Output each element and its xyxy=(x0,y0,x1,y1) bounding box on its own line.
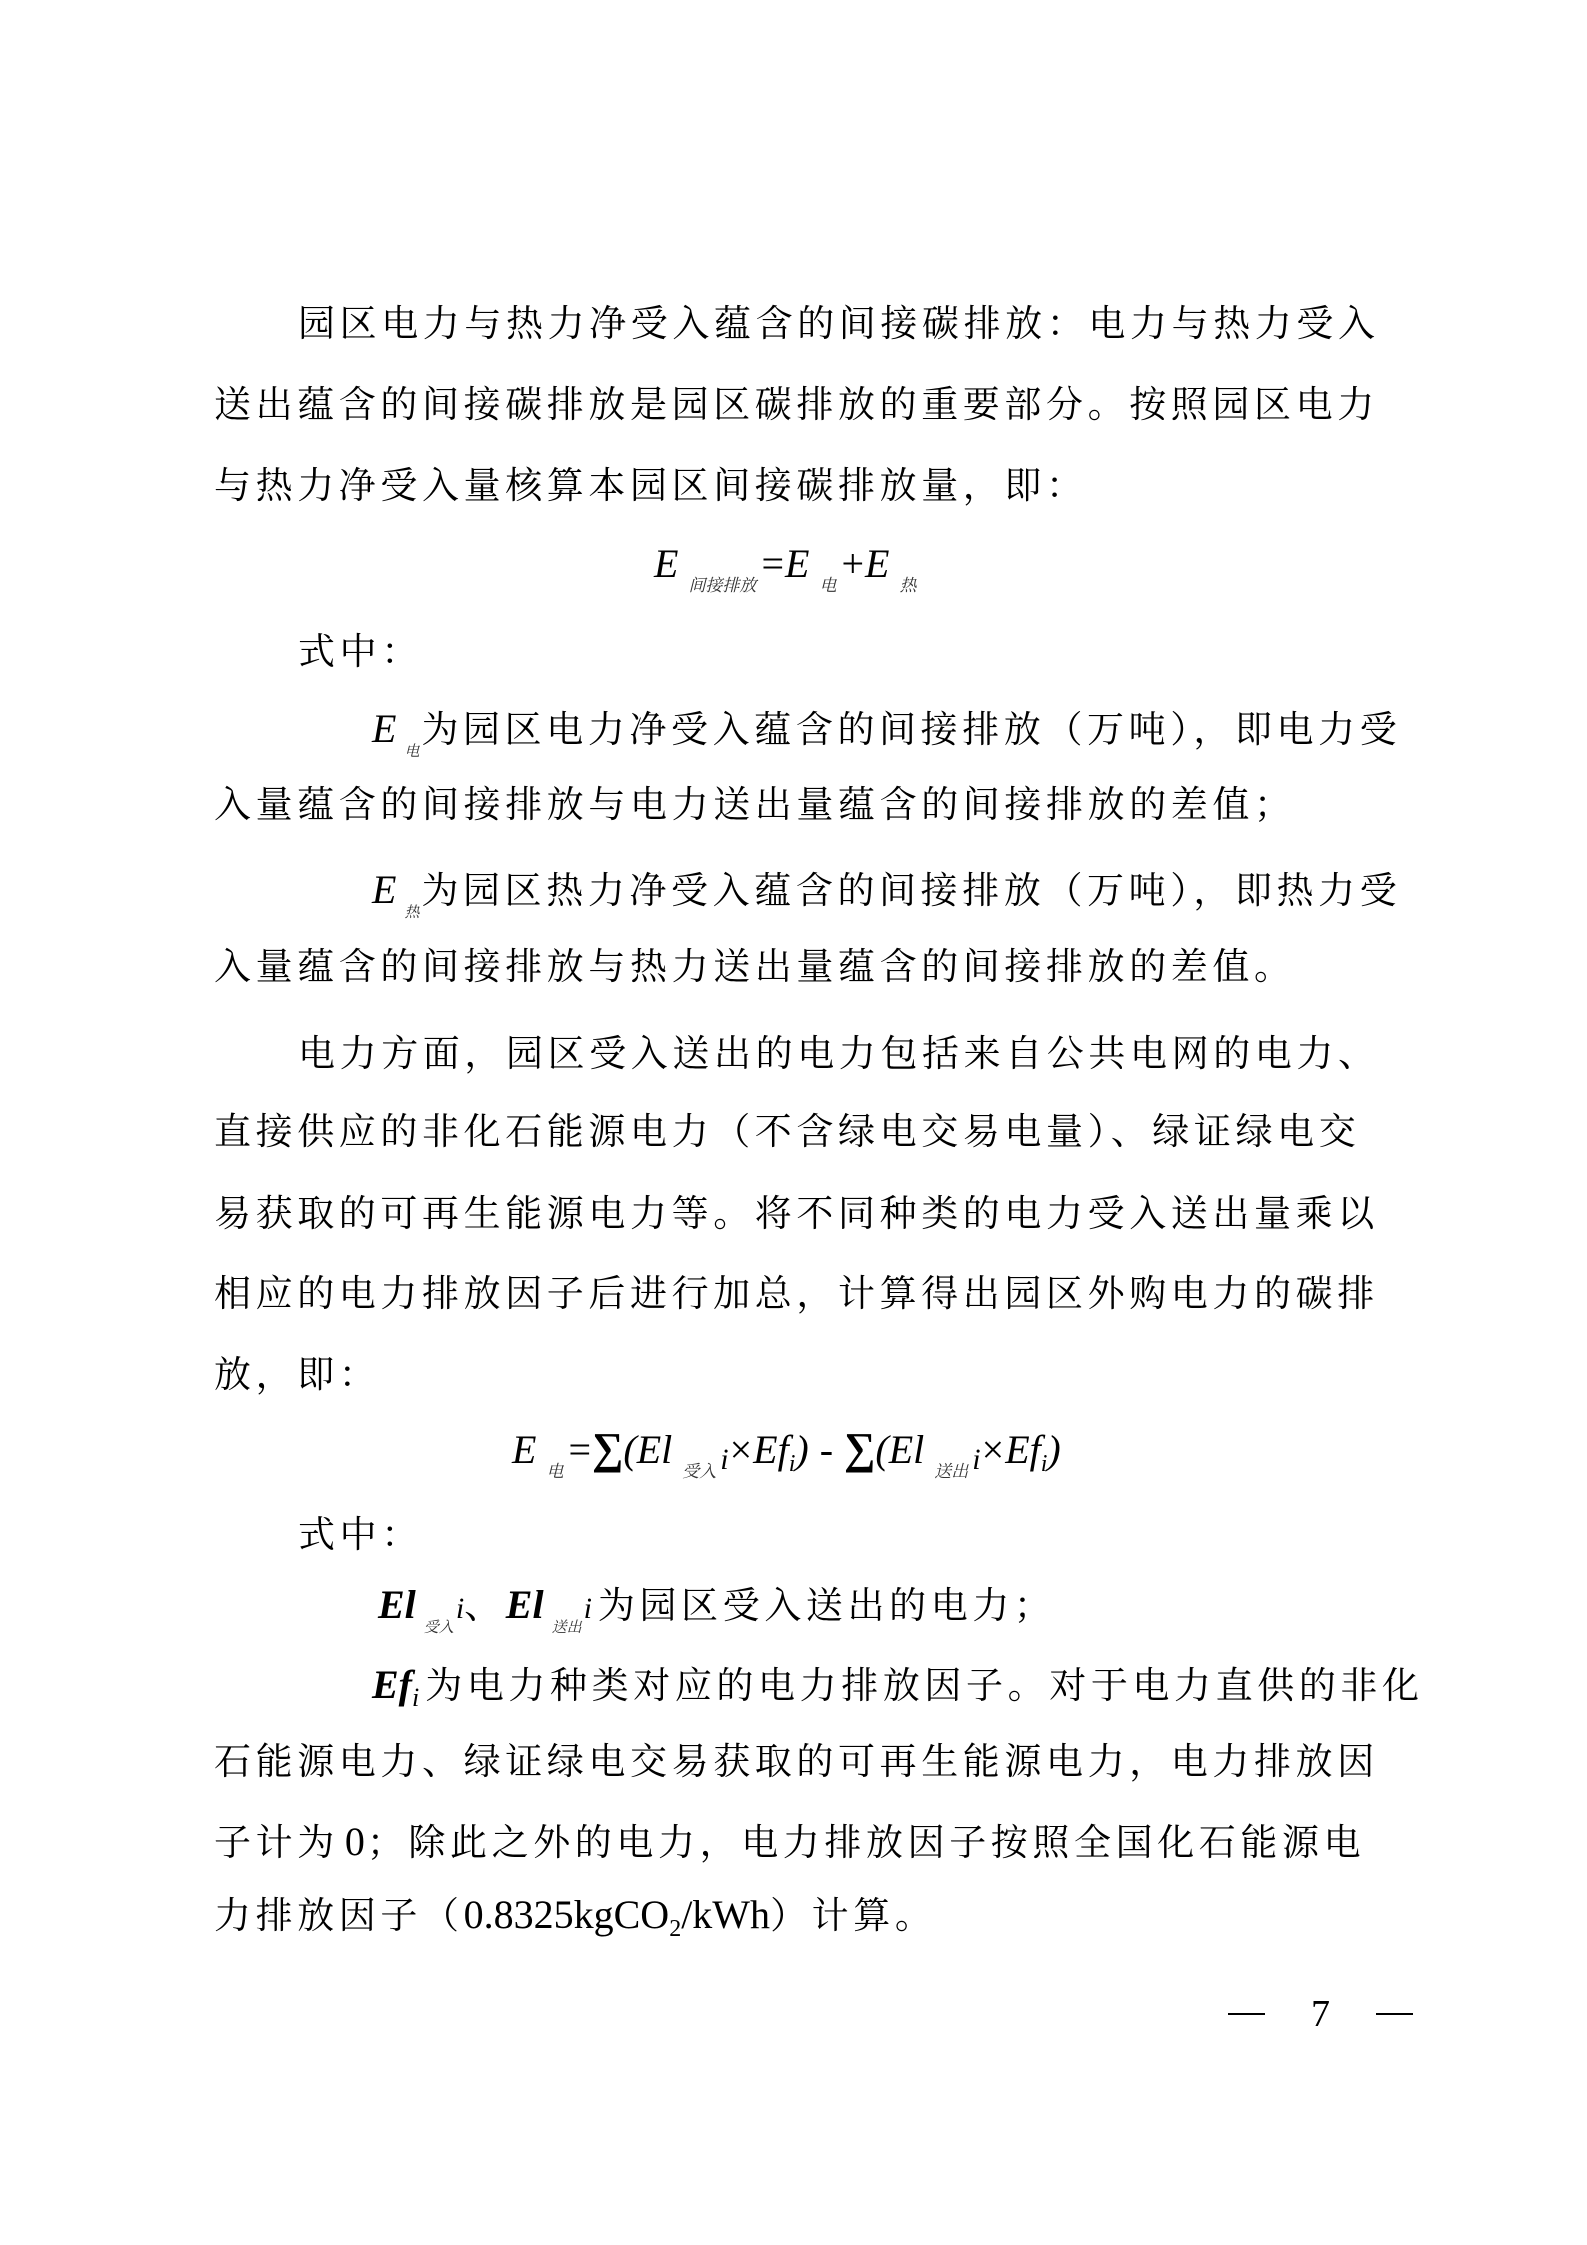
formula2-ef-2: Ef xyxy=(1005,1427,1041,1472)
definition-ef-line-3 xyxy=(214,1820,1394,1864)
emission-factor-unit: /kWh xyxy=(681,1892,771,1937)
paragraph-1-line-2: 送出蕴含的间接碳排放是园区碳排放的重要部分。按照园区电力 xyxy=(214,383,1379,426)
paragraph-2-line-4: 相应的电力排放因子后进行加总，计算得出园区外购电力的碳排 xyxy=(214,1272,1379,1315)
paragraph-2-line-3: 易获取的可再生能源电力等。将不同种类的电力受入送出量乘以 xyxy=(214,1192,1379,1235)
def-ef-text-4b: ）计算。 xyxy=(770,1894,937,1937)
co2-subscript: 2 xyxy=(669,1916,682,1942)
formula1-equals: = xyxy=(761,541,784,586)
def-ef-i: i xyxy=(412,1683,420,1712)
formula2-in-sub: 受入 xyxy=(682,1462,717,1482)
def-ef-text-4a: 力排放因子（ xyxy=(214,1894,464,1937)
def-el-var-in: El xyxy=(378,1582,416,1627)
def-e-elec-text: 为园区电力净受入蕴含的间接排放（万吨），即电力受 xyxy=(421,708,1402,751)
definition-e-heat-line-2: 入量蕴含的间接排放与热力送出量蕴含的间接排放的差值。 xyxy=(214,945,1296,988)
def-el-text: 为园区受入送出的电力； xyxy=(597,1584,1056,1627)
definition-e-electricity-line-2: 入量蕴含的间接排放与电力送出量蕴含的间接排放的差值； xyxy=(214,783,1296,826)
formula2-sigma-1: ∑ xyxy=(592,1424,624,1473)
paragraph-1-line-3: 与热力净受入量核算本园区间接碳排放量，即： xyxy=(214,464,1088,507)
def-e-elec-var: E xyxy=(372,706,397,751)
definition-ef-line-2: 石能源电力、绿证绿电交易获取的可再生能源电力，电力排放因 xyxy=(214,1740,1379,1783)
paragraph-2-line-5: 放，即： xyxy=(214,1353,381,1396)
def-ef-text-3a: 子计为 xyxy=(214,1821,339,1864)
def-e-heat-sub: 热 xyxy=(404,903,420,921)
def-ef-var: Ef xyxy=(372,1662,412,1707)
formula2-ef-i-2: i xyxy=(1040,1451,1048,1477)
formula2-i-2: i xyxy=(972,1443,981,1476)
formula2-lhs-var: E xyxy=(512,1427,537,1472)
formula2-minus: - xyxy=(809,1427,844,1472)
formula2-i-1: i xyxy=(720,1443,729,1476)
def-el-out-sub: 送出 xyxy=(551,1618,582,1636)
paragraph-2-line-2: 直接供应的非化石能源电力（不含绿电交易电量）、绿证绿电交 xyxy=(214,1110,1361,1153)
def-e-elec-sub: 电 xyxy=(404,742,420,760)
formula2-equals: = xyxy=(568,1427,591,1472)
paragraph-2-line-1: 电力方面，园区受入送出的电力包括来自公共电网的电力、 xyxy=(298,1032,1380,1075)
page-number-left-dash xyxy=(1228,2013,1265,2015)
def-e-heat-var: E xyxy=(372,867,397,912)
where-label-1: 式中： xyxy=(298,630,423,673)
formula1-lhs-sub: 间接排放 xyxy=(688,576,757,596)
page-number xyxy=(1228,1992,1413,2036)
formula-indirect-emission xyxy=(654,540,920,610)
formula-electricity-emission xyxy=(512,1425,1061,1496)
formula1-term1-sub: 电 xyxy=(819,576,837,596)
formula1-term2-var: E xyxy=(865,541,890,586)
paragraph-1-line-1: 园区电力与热力净受入蕴含的间接碳排放：电力与热力受入 xyxy=(298,302,1380,345)
definition-e-heat-line-1 xyxy=(372,867,1402,921)
def-ef-zero: 0 xyxy=(344,1819,365,1864)
def-el-in-sub: 受入 xyxy=(423,1618,454,1636)
definition-e-electricity-line-1 xyxy=(372,706,1402,760)
def-el-var-out: El xyxy=(505,1582,544,1627)
formula2-times-1: × xyxy=(729,1427,753,1472)
formula2-out-sub: 送出 xyxy=(934,1462,969,1482)
formula2-el-1: El xyxy=(636,1427,673,1472)
formula1-term1-var: E xyxy=(785,541,810,586)
def-ef-text-1: 为电力种类对应的电力排放因子。对于电力直供的非化 xyxy=(425,1664,1424,1707)
formula2-close-2: ) xyxy=(1047,1427,1061,1472)
formula2-el-2: El xyxy=(888,1427,925,1472)
formula2-lhs-sub: 电 xyxy=(546,1462,564,1482)
def-e-heat-text: 为园区热力净受入蕴含的间接排放（万吨），即热力受 xyxy=(421,869,1402,912)
formula2-times-2: × xyxy=(981,1427,1005,1472)
definition-ef-line-1 xyxy=(372,1662,1424,1712)
formula1-term2-sub: 热 xyxy=(899,576,917,596)
def-el-separator: 、 xyxy=(464,1584,506,1627)
definition-ef-line-4 xyxy=(214,1892,1394,1942)
formula2-close-1: ) xyxy=(795,1427,809,1472)
page-number-right-dash xyxy=(1376,2013,1413,2015)
emission-factor-value: 0.8325kgCO xyxy=(463,1892,670,1937)
page-number-value: 7 xyxy=(1311,1993,1330,2035)
where-label-2: 式中： xyxy=(298,1513,423,1556)
formula2-ef-i-1: i xyxy=(788,1451,796,1477)
def-el-out-i: i xyxy=(583,1592,592,1625)
definition-el xyxy=(378,1582,1558,1636)
formula2-sigma-2: ∑ xyxy=(844,1424,876,1473)
def-el-in-i: i xyxy=(455,1592,465,1625)
formula1-lhs-var: E xyxy=(654,541,679,586)
formula2-ef-1: Ef xyxy=(753,1427,789,1472)
def-ef-text-3b: ；除此之外的电力，电力排放因子按照全国化石能源电 xyxy=(366,1821,1366,1864)
formula1-plus: + xyxy=(841,541,864,586)
formula2-open-2: ( xyxy=(875,1427,889,1472)
formula2-open-1: ( xyxy=(623,1427,637,1472)
